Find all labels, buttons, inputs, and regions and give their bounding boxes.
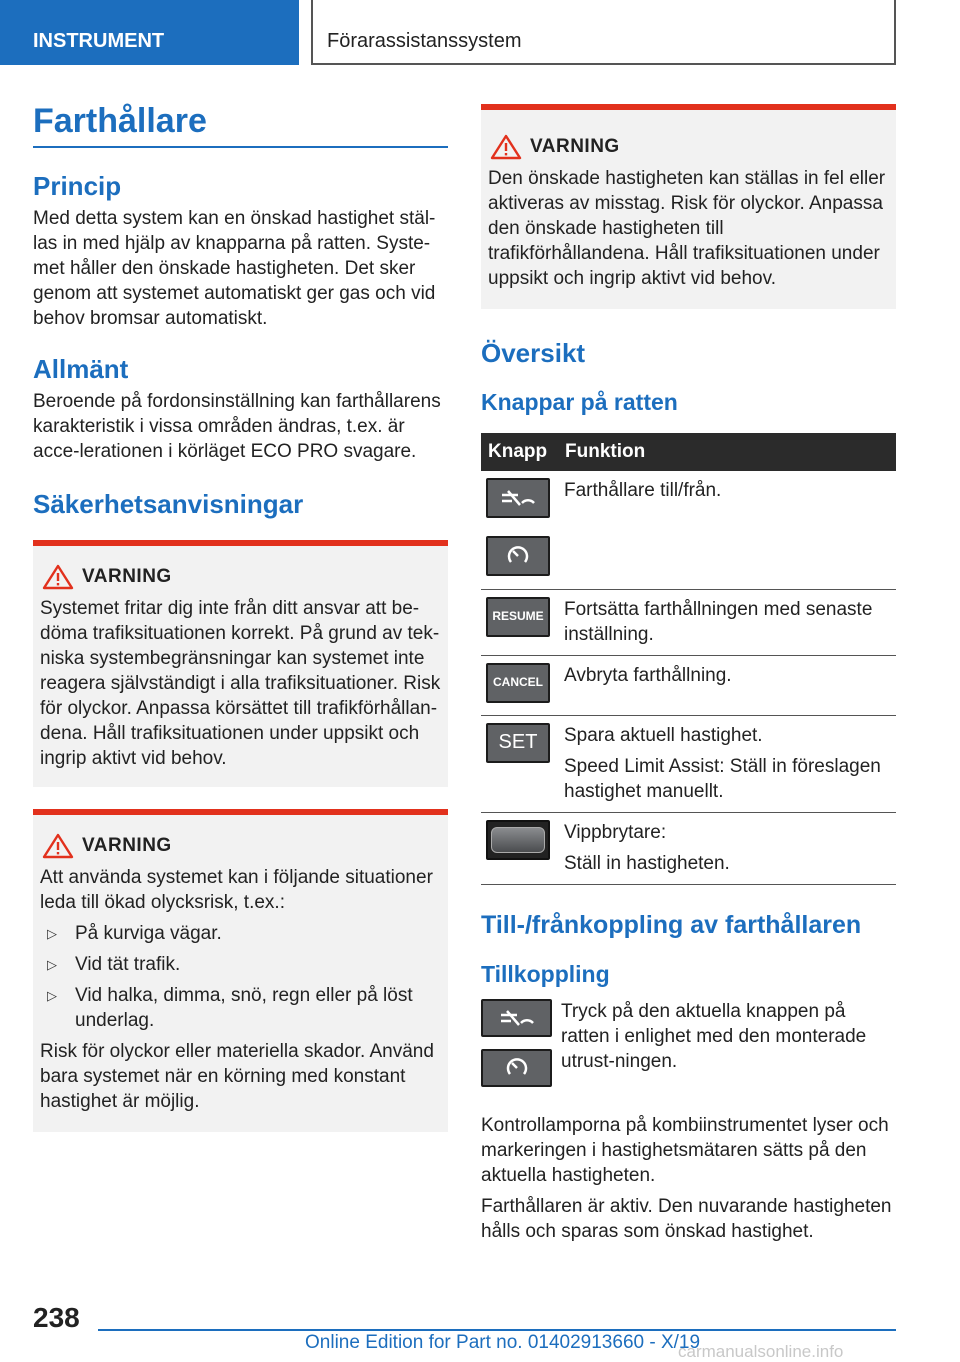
rocker-switch-icon	[486, 820, 550, 860]
warning-text: Den önskade hastigheten kan ställas in fel eller aktiveras av misstag. Risk för olyckor. Anpassa den önskade hastigheten till trafikförhållandena. Håll trafiksituationen under uppsikt och ingrip aktivt vid behov.	[488, 168, 886, 289]
on-instruction	[481, 999, 896, 1087]
warning-title: VARNING	[82, 566, 172, 587]
paragraph: Farthållaren är aktiv. Den nuvarande hastigheten hålls och sparas som önskad hastighet.	[481, 1195, 892, 1242]
general-text: Beroende på fordonsinställning kan farthållarens karakteristik i vissa områden ändras, t.ex. är acce-lerationen i körläget ECO PRO svagare.	[33, 391, 441, 462]
bullet-triangle-icon: ▷	[47, 926, 57, 941]
set-button-icon: SET	[486, 723, 550, 763]
warning-triangle-icon	[42, 833, 74, 859]
overview-heading: Översikt	[481, 338, 586, 368]
cruise-control-button-icon	[481, 999, 552, 1037]
left-column	[33, 100, 448, 1132]
right-column	[481, 104, 896, 1244]
table-row: SET Spara aktuell hastighet. Speed Limit Assist: Ställ in föreslagen hastighet manuellt.	[481, 715, 896, 812]
list-item: ▷ Vid halka, dimma, snö, regn eller på löst underlag.	[40, 983, 441, 1033]
general-heading: Allmänt	[33, 354, 129, 384]
warning-intro: Att använda systemet kan i följande situationer leda till ökad olycksrisk, t.ex.:	[40, 867, 433, 913]
speed-limiter-button-icon	[486, 536, 550, 576]
column-header: Funktion	[558, 433, 896, 471]
warning-box-2	[33, 809, 448, 1132]
footer-divider	[98, 1329, 896, 1331]
page-title: Farthållare	[33, 100, 448, 148]
warning-text: Systemet fritar dig inte från ditt ansvar att be-döma trafiksituationen korrekt. På grund av tek-niska systembegränsningar kan systemet inte reagera självständigt i alla trafiksituationer. Risk för olyckor. Anpassa körsättet till trafikförhållan-dena. Håll trafiksituationen under uppsikt och ingrip aktivt vid behov.	[40, 598, 441, 769]
section-tab: INSTRUMENT	[0, 0, 299, 65]
column-header: Knapp	[481, 433, 558, 471]
speed-limiter-button-icon	[481, 1049, 552, 1087]
paragraph: Kontrollamporna på kombiinstrumentet lyser och markeringen i hastighetsmätaren sätts på den aktuella hastigheten.	[481, 1114, 889, 1186]
cruise-control-button-icon	[486, 478, 550, 518]
watermark: carmanualsonline.info	[678, 1342, 844, 1361]
cancel-button-icon: CANCEL	[486, 663, 550, 703]
warning-box-1	[33, 540, 448, 787]
bullet-triangle-icon: ▷	[47, 957, 57, 972]
warning-triangle-icon	[42, 564, 74, 590]
list-item: ▷ Vid tät trafik.	[40, 952, 441, 977]
warning-triangle-icon	[490, 134, 522, 160]
page-number: 238	[33, 1302, 80, 1333]
bullet-triangle-icon: ▷	[47, 988, 57, 1003]
on-heading: Tillkoppling	[481, 960, 610, 987]
edition-note: Online Edition for Part no. 01402913660 - X/19	[305, 1332, 701, 1353]
list-item: ▷ På kurviga vägar.	[40, 921, 441, 946]
table-row: RESUME Fortsätta farthållningen med senaste inställning.	[481, 589, 896, 655]
warning-box-3	[481, 104, 896, 309]
button-table	[481, 433, 896, 885]
principle-heading: Princip	[33, 171, 122, 201]
table-row: Vippbrytare: Ställ in hastigheten.	[481, 812, 896, 884]
warning-title: VARNING	[530, 136, 620, 157]
warning-outro: Risk för olyckor eller materiella skador. Använd bara systemet när en körning med konstant hastighet är möjlig.	[40, 1041, 434, 1112]
table-row: Farthållare till/från.	[481, 471, 896, 589]
table-row: CANCEL Avbryta farthållning.	[481, 655, 896, 715]
principle-text: Med detta system kan en önskad hastighet stäl-las in med hjälp av knapparna på ratten. Syste-met håller den önskade hastigheten. Det sker genom att systemet automatiskt ger gas och vid behov bromsar automatiskt.	[33, 208, 436, 329]
onoff-heading: Till-/frånkoppling av farthållaren	[481, 910, 862, 939]
chapter-tab: Förarassistanssystem	[311, 0, 896, 65]
resume-button-icon: RESUME	[486, 597, 550, 637]
on-text: Tryck på den aktuella knappen på ratten i enlighet med den monterade utrust-ningen.	[561, 1000, 867, 1072]
safety-heading: Säkerhetsanvisningar	[33, 489, 304, 519]
buttons-heading: Knappar på ratten	[481, 389, 678, 415]
warning-title: VARNING	[82, 835, 172, 856]
